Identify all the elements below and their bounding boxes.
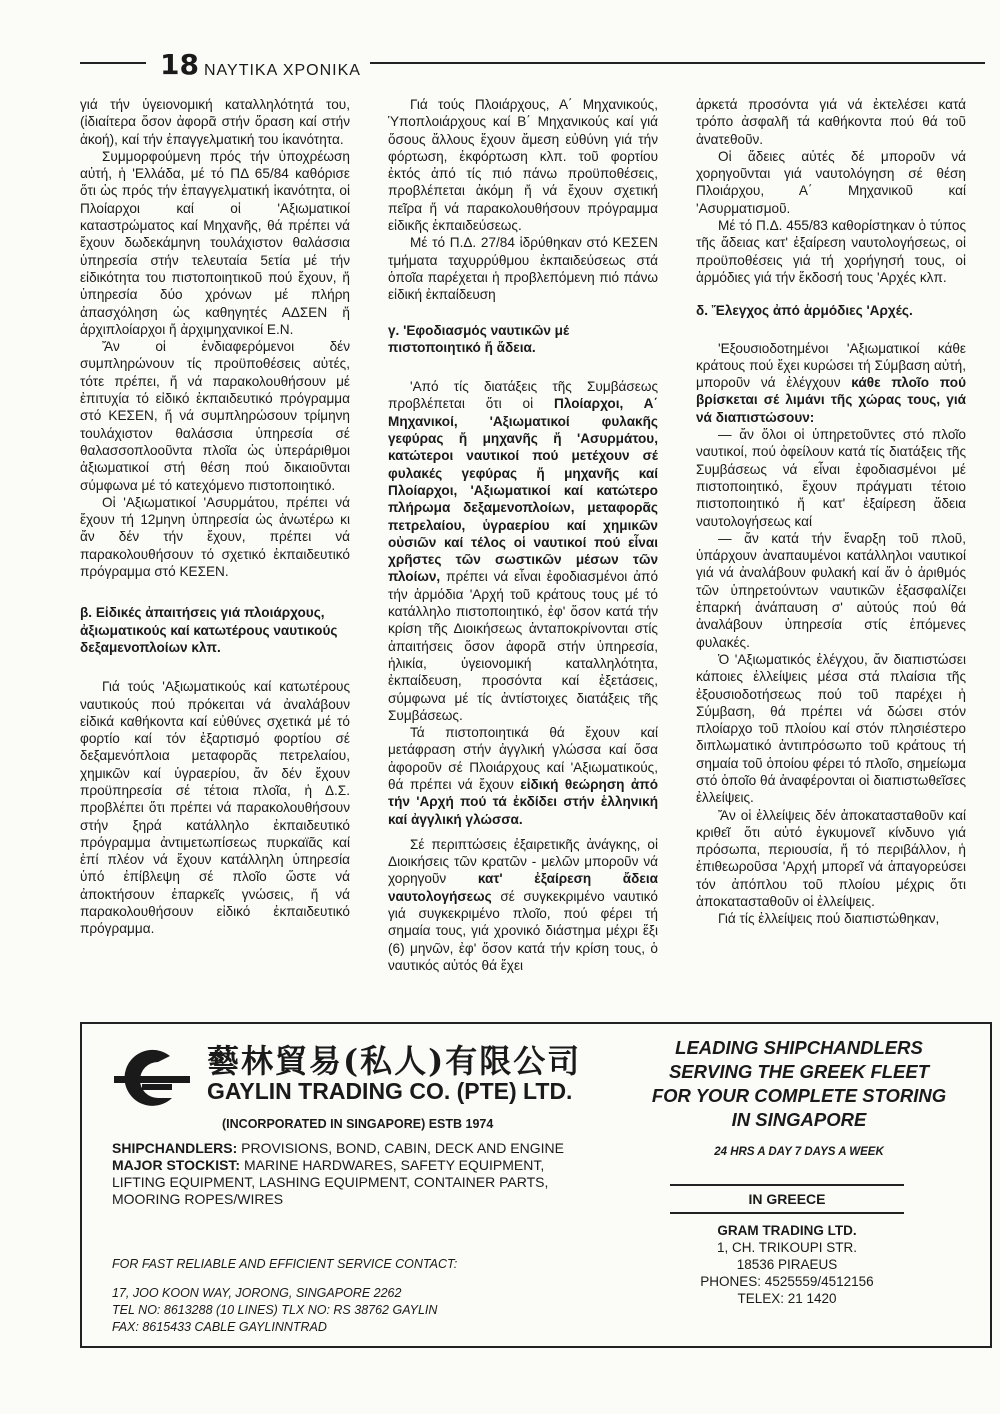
page-number: 18: [160, 48, 199, 81]
text-run: 'Από τίς διατάξεις τῆς Συμβάσεως προβλέπεται ὅτι οἱ: [388, 379, 658, 412]
paragraph: Οἱ 'Αξιωματικοί 'Ασυρμάτου, πρέπει νά ἔχουν τή 12μηνη ὑπηρεσία ὡς ἀνωτέρω κι ἄν δέν τήν ἔχουν, πρέπει νά παρακολουθήσουν τό σχετικό ἐκπαιδευτικό πρόγραμμα στό ΚΕΣΕΝ.: [80, 494, 350, 580]
slogan-line: LEADING SHIPCHANDLERS: [675, 1037, 923, 1058]
contact-fax: FAX: 8615433 CABLE GAYLINNTRAD: [112, 1320, 327, 1334]
header-rule-right: [370, 62, 985, 64]
article-column-2: [388, 96, 658, 974]
text-run: Τά πιστοποιητικά θά ἔχουν καί μετάφραση στήν ἀγγλική γλώσσα καί ὅσα ἀφοροῦν σέ Πλοιάρχους καί 'Αξιωματικούς, θά πρέπει νά ἔχουν: [388, 725, 658, 792]
advertisement: [80, 1022, 992, 1348]
paragraph: γιά τήν ὑγειονομική καταλληλότητά του, (ἰδιαίτερα ὅσον ἀφορᾶ στήν ὅραση καί στήν ἀκοή), καί τήν ἐπαγγελματική του ἱκανότητα.: [80, 97, 350, 147]
text-run: Σέ περιπτώσεις ἐξαιρετικῆς ἀνάγκης, οἱ Διοικήσεις τῶν κρατῶν - μελῶν μποροῦν νά χορηγοῦν: [388, 836, 658, 887]
slogan-line: FOR YOUR COMPLETE STORING: [651, 1085, 947, 1106]
text-run-bold: Πλοίαρχοι, Α΄ Μηχανικοί, 'Αξιωματικοί φυλακῆς γεφύρας ἤ μηχανῆς ἤ 'Ασυρμάτου, κατώτεροι ναυτικοί πού μετέχουν σέ φυλακές γεφύρας ἤ μηχανῆς καί Πλοίαρχοι, 'Αξιωματικοί καί κατώτερο πλήρωμα δεξαμενοπλοίων, μεταφορᾶς πετρελαίου, ὑγραερίου καί χημικῶν οὐσιῶν καί τέλος οἱ ναυτικοί πού εἶναι χρῆστες τῶν σωστικῶν μέσων τῶν πλοίων,: [388, 396, 658, 585]
greece-street: 1, CH. TRIKOUPI STR.: [716, 1240, 858, 1255]
paragraph: Συμμορφούμενη πρός τήν ὑποχρέωση αὐτή, ἡ 'Ελλάδα, μέ τό ΠΔ 65/84 καθόρισε ὅτι ὡς πρός τήν ἐπαγγελματική ἱκανότητα, οἱ Πλοίαρχοι καί οἱ 'Αξιωματικοί καταστρώματος καί Μηχανῆς, θά πρέπει νά ἔχουν δωδεκάμηνη τουλάχιστον θαλάσσια ὑπηρεσία στήν τελευταία 5ετία μέ τήν εἰδικότητα του πιστοποιητικοῦ πού ἔχουν, ἤ ὑπηρεσία δύο χρόνων μέ πλήρη ἀπασχόληση ὡς καθηγητές ΑΔΣΕΝ ἤ ἀρχιπλοίαρχοι ἤ ἀρχιμηχανικοί Ε.Ν.: [80, 148, 350, 337]
section-heading-d: δ. Ἔλεγχος ἀπό ἁρμόδιες 'Αρχές.: [696, 303, 913, 319]
stockist-label: MAJOR STOCKIST:: [112, 1157, 241, 1173]
slogan-line: IN SINGAPORE: [731, 1109, 867, 1130]
header-rule-left: [80, 62, 146, 64]
paragraph: [388, 836, 658, 974]
text-run-bold: κάθε πλοῖο πού βρίσκεται σέ λιμάνι τῆς χώρας τους, γιά νά διαπιστώσουν:: [696, 375, 966, 425]
text-run-bold: κατ' ἐξαίρεση ἄδεια ναυτολογήσεως: [388, 871, 658, 904]
paragraph: [696, 340, 966, 426]
greece-company: GRAM TRADING LTD.: [717, 1223, 857, 1238]
section-heading-b: β. Εἰδικές ἀπαιτήσεις γιά πλοιάρχους, ἀξιωματικούς καί κατωτέρους ναυτικούς δεξαμενοπλοίων κλπ.: [80, 605, 338, 655]
greece-telex: TELEX: 21 1420: [737, 1291, 837, 1306]
greece-phones: PHONES: 4525559/4512156: [700, 1274, 874, 1289]
publication-name: ΝΑΥΤΙΚΑ ΧΡΟΝΙΚΑ: [204, 62, 361, 79]
company-logo-icon: [112, 1048, 192, 1110]
text-run: πρέπει νά εἶναι ἐφοδιασμένοι ἀπό τήν ἁρμόδια 'Αρχή τοῦ κράτους τους μέ τό κατάλληλο πιστοποιητικό, ἐφ' ὅσον κατά τήν κρίση τῆς Διοικήσεως ἀνταποκρίνονται στίς ἀπαιτήσεις ὅσον ἀφορᾶ στήν ὑπηρεσία, ἡλικία, ὑγειονομική καταλληλότητα, ἐκπαίδευση, προσόντα καί ἐξετάσεις, σύμφωνα μέ τίς ἀντίστοιχες διατάξεις τῆς Συμβάσεως.: [388, 569, 658, 723]
text-run: σέ συγκεκριμένο ναυτικό γιά συγκεκριμένο πλοῖο, πού φέρει τή σημαία τους, γιά χρονικό διάστημα μέχρι ἕξι (6) μηνῶν, ἐφ' ὅσον κατά τήν κρίση τους, ὁ ναυτικός αὐτός θά ἔχει: [388, 888, 658, 973]
services-list: [112, 1140, 582, 1208]
paragraph: Γιά τίς ἐλλείψεις πού διαπιστώθηκαν,: [718, 911, 940, 927]
stockist-text-2: LIFTING EQUIPMENT, LASHING EQUIPMENT, CONTAINER PARTS, MOORING ROPES/WIRES: [112, 1174, 549, 1207]
greece-agent-block: [670, 1184, 904, 1329]
company-incorporation: (INCORPORATED IN SINGAPORE) ESTB 1974: [222, 1117, 494, 1131]
greece-info: [670, 1222, 904, 1307]
contact-block: [112, 1256, 602, 1336]
paragraph: Γιά τούς 'Αξιωματικούς καί κατωτέρους ναυτικούς πού πρόκειται νά ἀναλάβουν εἰδικά καθήκοντα καί εὐθύνες σχετικά μέ τό φορτίο καί τόν ἐξαρτισμό φορτίου σέ δεξαμενόπλοια μεταφορᾶς πετρελαίου, χημικῶν καί ὑγραερίου, ἄν δέν ἔχουν προϋπηρεσία σέ τέτοια πλοῖα, ἡ Δ.Σ. προβλέπει ὅτι πρέπει νά παρακολουθήσουν στήν ξηρά κατάλληλο ἐκπαιδευτικό πρόγραμμα ἀντιμετωπίσεως πυρκαϊᾶς καί ἐπί πλέον νά ἔχουν κατάλληλη ὑπηρεσία ὑπό ἐπίβλεψη σέ πλοῖο ὥστε νά ἀποκτήσουν ἐπαρκεῖς γνώσεις, ἤ νά παρακολουθήσουν εἰδικό ἐκπαιδευτικό πρόγραμμα.: [80, 679, 350, 937]
contact-tel: TEL NO: 8613288 (10 LINES) TLX NO: RS 38762 GAYLIN: [112, 1303, 438, 1317]
paragraph: Ἄν οἱ ἐνδιαφερόμενοι δέν συμπληρώνουν τίς προϋποθέσεις αὐτές, τότε πρέπει, ἤ νά παρακολουθήσουν μέ ἐπιτυχία τό εἰδικό ἐκπαιδευτικό πρόγραμμα στό ΚΕΣΕΝ, ἤ νά συμπληρώσουν τρίμηνη τουλάχιστον θαλάσσια ὑπηρεσία σέ θαλασσοπλοοῦντα πλοῖα ὡς ὑπεράριθμοι ἀξιωματικοί στή θέση πού δικαιοῦνται σύμφωνα μέ τό κατεχόμενο πιστοποιητικό.: [80, 339, 350, 493]
ad-slogan-block: [634, 1036, 964, 1158]
paragraph: Μέ τό Π.Δ. 455/83 καθορίστηκαν ὁ τύπος τῆς ἄδειας κατ' ἐξαίρεση ναυτολογήσεως, οἱ προϋποθέσεις γιά τή χορήγησή τους, οἱ ἁρμόδιες γιά τήν ἔκδοσή τους 'Αρχές κλπ.: [696, 218, 966, 285]
paragraph: Γιά τούς Πλοιάρχους, Α΄ Μηχανικούς, Ὑποπλοιάρχους καί Β΄ Μηχανικούς καί γιά ὅσους ἄλλους ἔχουν ἄμεση εὐθύνη γιά τήν φόρτωση, ἐκφόρτωση κλπ. τοῦ φορτίου ἐκτός ἀπό τίς πιό πάνω προϋποθέσεις, προβλέπεται ἀκόμη ἤ νά ἔχουν σχετική πεῖρα ἤ νά παρακολουθήσουν πρόγραμμα εἰδικῆς ἐκπαιδεύσεως.: [388, 97, 658, 234]
company-chinese-name: 藝林貿易(私人)有限公司: [207, 1042, 582, 1080]
contact-address: 17, JOO KOON WAY, JORONG, SINGAPORE 2262: [112, 1286, 402, 1300]
paragraph: ἀρκετά προσόντα γιά νά ἐκτελέσει κατά τρόπο ἀσφαλῆ τά καθήκοντα πού θά τοῦ ἀνατεθοῦν.: [696, 97, 966, 147]
company-name: GAYLIN TRADING CO. (PTE) LTD.: [207, 1078, 573, 1104]
greece-label: IN GREECE: [670, 1184, 904, 1214]
paragraph: — ἄν ὅλοι οἱ ὑπηρετοῦντες στό πλοῖο ναυτικοί, πού ὀφείλουν κατά τίς διατάξεις τῆς Συμβάσεως νά εἶναι ἐφοδιασμένοι μέ πιστοποιητικό, ἔχουν πράγματι τέτοιο πιστοποιητικό ἤ κατ' ἐξαίρεση ἄδεια ναυτολογήσεως καί: [696, 427, 966, 529]
text-run-bold: εἰδική θεώρηση ἀπό τήν 'Αρχή πού τά ἐκδίδει στήν ἑλληνική καί ἀγγλική γλώσσα.: [388, 776, 659, 827]
paragraph: Οἱ ἄδειες αὐτές δέ μποροῦν νά χορηγοῦνται γιά ναυτολόγηση σέ θέση Πλοιάρχου, Α΄ Μηχανικοῦ καί 'Ασυρματισμοῦ.: [696, 148, 966, 216]
services-text: PROVISIONS, BOND, CABIN, DECK AND ENGINE: [237, 1140, 564, 1156]
paragraph: [388, 724, 658, 828]
stockist-line: [112, 1157, 582, 1174]
paragraph: — ἄν κατά τήν ἔναρξη τοῦ πλοῦ, ὑπάρχουν ἀναπαυμένοι κατάλληλοι ναυτικοί γιά νά ἀναλάβουν φυλακή καί ἄν ὁ ἀριθμός τῶν ὑπηρετούντων ναυτικῶν ἐξασφαλίζει ἐπαρκή ἀνάπαυση σ' αὐτούς πού θά ἀναλάβουν ὑπηρεσία στίς ἑπόμενες φυλακές.: [696, 530, 966, 650]
services-label: SHIPCHANDLERS:: [112, 1140, 238, 1156]
paragraph: Μέ τό Π.Δ. 27/84 ἱδρύθηκαν στό ΚΕΣΕΝ τμήματα ταχυρρύθμου ἐκπαιδεύσεως στά ὁποῖα παρέχεται ἡ προβλεπόμενη πιό πάνω εἰδική ἐκπαίδευση: [388, 235, 658, 303]
text-run: 'Εξουσιοδοτημένοι 'Αξιωματικοί κάθε κράτους πού ἔχει κυρώσει τή Σύμβαση αὐτή, μποροῦν νά ἐλέγχουν: [696, 340, 966, 391]
greece-city: 18536 PIRAEUS: [736, 1257, 838, 1272]
paragraph: Ὁ 'Αξιωματικός ἐλέγχου, ἄν διαπιστώσει κάποιες ἐλλείψεις μέσα στά πλαίσια τῆς ἐξουσιοδοτήσεως πού τοῦ παρέχει ἡ Σύμβαση, θά πρέπει νά δώσει στόν πλοίαρχο τοῦ πλοίου καί στόν πλησιέστερο διπλωματικό ἀντιπρόσωπο τοῦ κράτους τή σημαία τοῦ ὁποίου φέρει τό πλοῖο, σημείωμα στό ὁποῖο θά ἀναφέρονται οἱ διαπιστωθεῖσες ἐλλείψεις.: [696, 651, 966, 806]
paragraph: [388, 378, 658, 724]
section-heading-c: γ. 'Εφοδιασμός ναυτικῶν μέ πιστοποιητικό ἤ ἄδεια.: [388, 322, 570, 355]
contact-header: FOR FAST RELIABLE AND EFFICIENT SERVICE CONTACT:: [112, 1257, 458, 1271]
article-column-1: [80, 96, 350, 938]
stockist-text: MARINE HARDWARES, SAFETY EQUIPMENT,: [240, 1157, 545, 1173]
services-line: [112, 1140, 582, 1157]
service-hours: 24 HRS A DAY 7 DAYS A WEEK: [714, 1146, 884, 1158]
article-column-3: [696, 96, 966, 928]
page-header: [80, 48, 985, 82]
slogan-line: SERVING THE GREEK FLEET: [668, 1061, 930, 1082]
paragraph: Ἄν οἱ ἐλλείψεις δέν ἀποκατασταθοῦν καί κριθεῖ ὅτι αὐτό ἐγκυμονεῖ κίνδυνο γιά πρόσωπα, περιουσία, ἤ τό περιβάλλον, ἡ ἐπιθεωροῦσα 'Αρχή μπορεῖ νά ἀπαγορεύσει τόν ἀπόπλου τοῦ πλοίου μέχρις ὅτι ἀποκατασταθοῦν οἱ ἐλλείψεις.: [696, 807, 966, 910]
